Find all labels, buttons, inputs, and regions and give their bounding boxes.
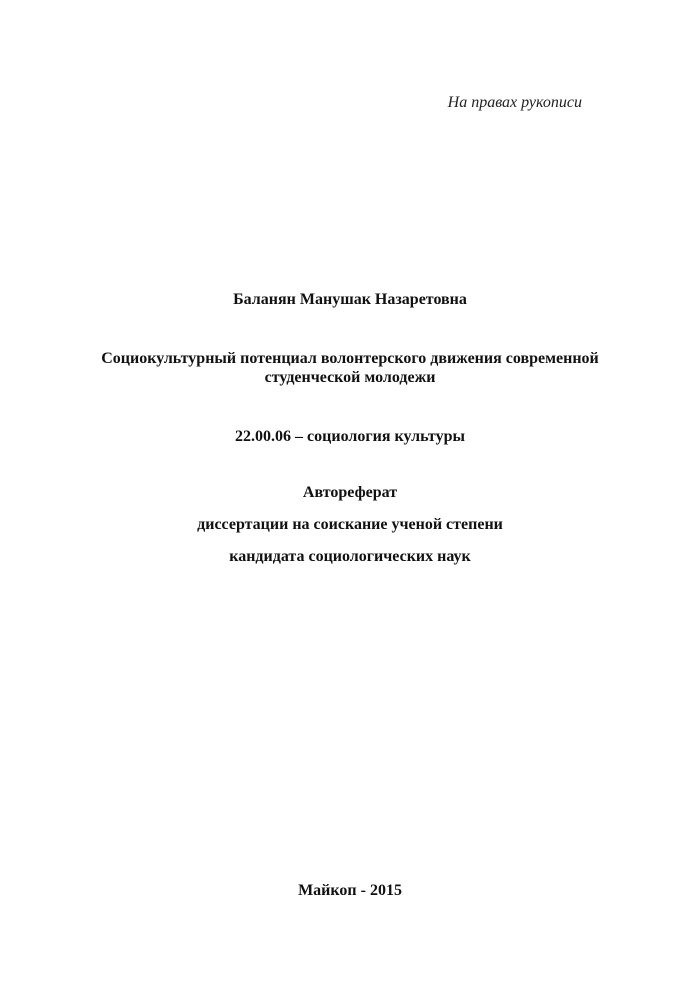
author-name: Баланян Манушак Назаретовна [233, 291, 467, 308]
dissertation-title [0, 349, 700, 387]
specialty-code: 22.00.06 – социология культуры [235, 428, 465, 445]
title-line-1: Социокультурный потенциал волонтерского движения современной [101, 350, 599, 367]
degree-description-line-1: диссертации на соискание ученой степени [197, 516, 503, 533]
degree-description-line-2: кандидата социологических наук [229, 548, 471, 565]
document-type-heading: Автореферат [302, 484, 398, 501]
city-year: Майкоп - 2015 [298, 882, 402, 899]
title-line-2: студенческой молодежи [264, 369, 436, 386]
rights-note: На правах рукописи [447, 94, 582, 111]
